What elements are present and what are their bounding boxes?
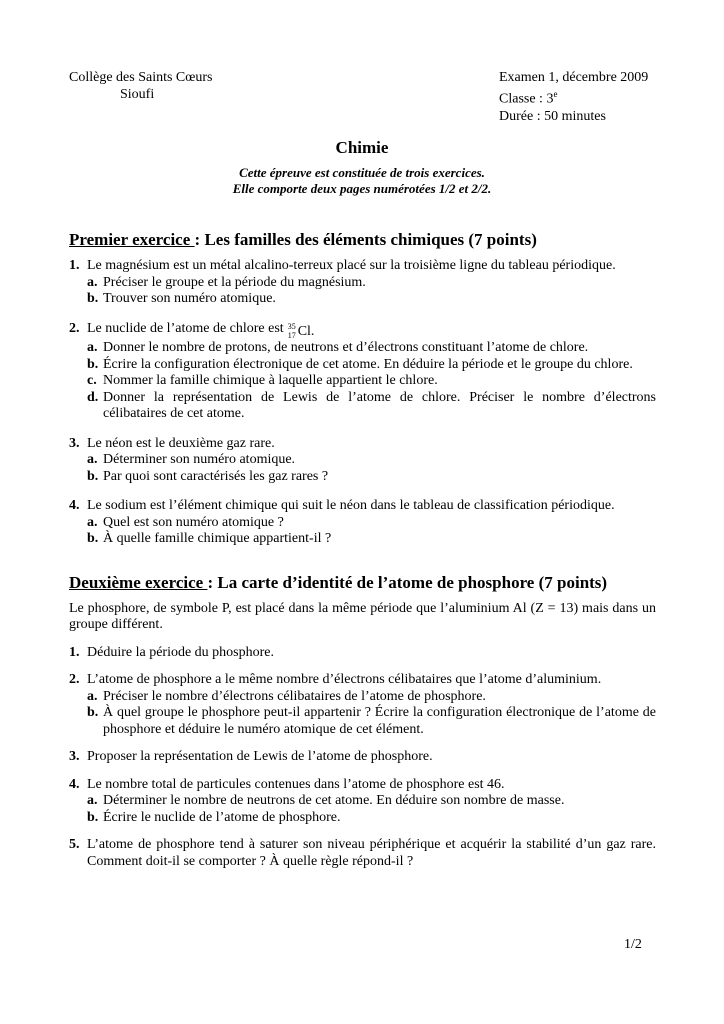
question-1-4: 4. Le sodium est l’élément chimique qui suit le néon dans le tableau de classification périodique. a. Quel est son numéro atomique ? b. À quelle famille chimique appartient-il ? bbox=[69, 498, 615, 547]
exam-info bbox=[499, 69, 648, 125]
question-2-3: 3. Proposer la représentation de Lewis de l’atome de phosphore. bbox=[69, 749, 433, 765]
exercise-1-heading: Premier exercice : Les familles des éléments chimiques (7 points) bbox=[69, 230, 537, 249]
school-block bbox=[69, 69, 213, 103]
page-title: Chimie bbox=[335, 138, 389, 157]
question-1-1: 1. Le magnésium est un métal alcalino-terreux placé sur la troisième ligne du tableau périodique. a. Préciser le groupe et la période du magnésium. b. Trouver son numéro atomique. bbox=[69, 258, 616, 306]
question-2-4: 4. Le nombre total de particules contenues dans l’atome de phosphore est 46. a. Déterminer le nombre de neutrons de cet atome. En déduire son nombre de masse. b. Écrire le nuclide de l’atome de phosphore. bbox=[69, 776, 565, 825]
exam-class: Classe : 3e bbox=[499, 89, 558, 107]
header bbox=[69, 69, 656, 124]
exam-note: Cette épreuve est constituée de trois exercices. Elle comporte deux pages numérotées 1/2 et 2/2. bbox=[232, 165, 492, 196]
question-2-2: 2. L’atome de phosphore a le même nombre d’électrons célibataires que l’atome d’aluminium. a. Préciser le nombre d’électrons célibataires de l’atome de phosphore. b. À quel groupe le phosphore peut-il appartenir ? Écrire la configuration électronique de l’atome de phosphore et déduire le numéro atomique de cet élément. bbox=[69, 672, 656, 737]
question-2-5: 5. L’atome de phosphore tend à saturer son niveau périphérique et acquérir la stabilité d’un gaz rare. Comment doit-il se comporter ? À quelle règle répond-il ? bbox=[69, 837, 656, 869]
exam-content bbox=[69, 229, 656, 879]
school-name: Collège des Saints Cœurs bbox=[69, 70, 213, 85]
chlorine-nuclide: 35 17 Cl. bbox=[287, 322, 315, 341]
exercise-2-intro: Le phosphore, de symbole P, est placé dans la même période que l’aluminium Al (Z = 13) mais dans un groupe différent. bbox=[69, 600, 656, 633]
exam-date: Examen 1, décembre 2009 bbox=[499, 70, 649, 85]
question-1-2: 2. Le nuclide de l’atome de chlore est 35 17 Cl. a. Donner le nombre de protons, de neutrons et d’électrons constituant l’atome de chlore. b. Écrire la configuration électronique de cet atome. En déduire la période et le groupe du chlore. c. Nommer la famille chimique à laquelle appartient le chlore. d. Donner la représentation de Lewis de l’atome de chlore. Préciser le nombre d’électrons célibataires de cet atome. bbox=[69, 320, 656, 422]
exercise-2-heading: Deuxième exercice : La carte d’identité de l’atome de phosphore (7 points) bbox=[69, 572, 608, 592]
question-1-3: 3. Le néon est le deuxième gaz rare. a. Déterminer son numéro atomique. b. Par quoi sont caractérisés les gaz rares ? bbox=[69, 435, 329, 484]
exam-duration: Durée : 50 minutes bbox=[499, 108, 606, 124]
page-number: 1/2 bbox=[624, 937, 642, 952]
question-2-1: 1. Déduire la période du phosphore. bbox=[69, 644, 274, 660]
school-location: Sioufi bbox=[120, 87, 155, 102]
